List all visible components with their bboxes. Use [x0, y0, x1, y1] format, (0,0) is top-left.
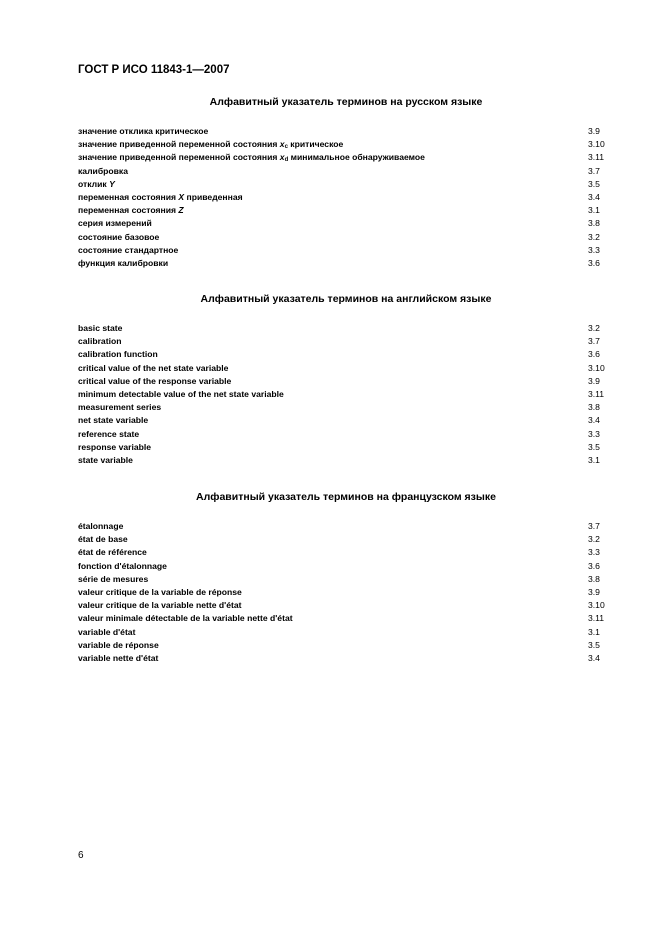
- page-number: 6: [78, 850, 84, 861]
- index-entry: [78, 560, 614, 573]
- index-ref: 3.8: [588, 402, 600, 413]
- index-term: critical value of the response variable: [78, 375, 232, 386]
- index-entry: [78, 322, 614, 335]
- index-ref: 3.7: [588, 521, 600, 531]
- index-entry: [78, 639, 614, 652]
- index-ref: 3.11: [588, 152, 605, 163]
- index-ref: 3.9: [588, 126, 600, 136]
- index-term: variable de réponse: [78, 639, 159, 650]
- english-index-section: [78, 293, 614, 467]
- index-term: variable nette d'état: [78, 652, 159, 663]
- index-term: variable d'état: [78, 626, 136, 637]
- symbol: x: [279, 152, 285, 163]
- russian-index-section: [78, 96, 614, 270]
- index-entry: [78, 454, 614, 467]
- index-entry: [78, 626, 614, 639]
- index-ref: 3.10: [588, 362, 605, 373]
- index-entry: [78, 151, 614, 164]
- index-ref: 3.8: [588, 573, 600, 584]
- index-ref: 3.8: [588, 218, 600, 229]
- index-entry: [78, 375, 614, 388]
- index-entry: [78, 204, 614, 217]
- index-term: калибровка: [78, 165, 128, 176]
- symbol: x: [279, 139, 285, 150]
- index-term: valeur critique de la variable nette d'état: [78, 600, 242, 611]
- index-ref: 3.4: [588, 415, 600, 426]
- index-ref: 3.11: [588, 613, 605, 624]
- section-title: Алфавитный указатель терминов на французском языке: [196, 491, 496, 503]
- index-entry: [78, 388, 614, 401]
- index-ref: 3.10: [588, 139, 605, 150]
- index-term: fonction d'étalonnage: [78, 560, 167, 571]
- index-entry: [78, 401, 614, 414]
- index-term: critical value of the net state variable: [78, 362, 229, 373]
- index-term: значение отклика критическое: [78, 126, 209, 136]
- index-entry: [78, 599, 614, 612]
- index-term: measurement series: [78, 402, 162, 413]
- index-ref: 3.5: [588, 178, 600, 189]
- section-title: Алфавитный указатель терминов на английском языке: [200, 293, 492, 305]
- index-term: серия измерений: [78, 218, 152, 229]
- subscript: d: [284, 157, 289, 164]
- index-term: переменная состояния Z: [78, 205, 184, 216]
- index-ref: 3.5: [588, 639, 600, 650]
- index-entry: [78, 520, 614, 533]
- index-entry: [78, 257, 614, 270]
- index-ref: 3.3: [588, 428, 600, 439]
- index-ref: 3.4: [588, 652, 600, 663]
- index-term: функция калибровки: [78, 257, 169, 268]
- index-term: состояние базовое: [78, 231, 160, 242]
- index-list: [78, 125, 614, 270]
- index-entry: [78, 125, 614, 138]
- index-term: état de référence: [78, 547, 147, 558]
- index-term: état de base: [78, 534, 128, 545]
- index-term: reference state: [78, 428, 140, 439]
- index-entry: [78, 335, 614, 348]
- index-term: net state variable: [78, 415, 149, 426]
- index-term: state variable: [78, 454, 133, 465]
- index-entry: [78, 165, 614, 178]
- index-entry: [78, 244, 614, 257]
- index-term: переменная состояния X приведенная: [78, 191, 243, 202]
- index-list: [78, 520, 614, 665]
- index-ref: 3.4: [588, 191, 600, 202]
- symbol: Y: [109, 178, 115, 189]
- index-term: basic state: [78, 323, 123, 333]
- index-entry: [78, 191, 614, 204]
- symbol: Z: [178, 205, 184, 216]
- index-term: série de mesures: [78, 573, 149, 584]
- index-ref: 3.7: [588, 336, 600, 347]
- index-ref: 3.2: [588, 231, 600, 242]
- index-entry: [78, 546, 614, 559]
- index-ref: 3.6: [588, 560, 600, 571]
- index-entry: [78, 441, 614, 454]
- index-entry: [78, 178, 614, 191]
- index-entry: [78, 231, 614, 244]
- index-ref: 3.1: [588, 626, 600, 637]
- index-ref: 3.9: [588, 586, 600, 597]
- index-ref: 3.5: [588, 441, 600, 452]
- index-term: response variable: [78, 441, 152, 452]
- index-term: calibration function: [78, 349, 158, 360]
- index-entry: [78, 138, 614, 151]
- index-entry: [78, 217, 614, 230]
- index-ref: 3.2: [588, 534, 600, 545]
- subscript: c: [284, 144, 288, 151]
- index-entry: [78, 652, 614, 665]
- section-title: Алфавитный указатель терминов на русском языке: [209, 96, 483, 108]
- index-entry: [78, 533, 614, 546]
- index-list: [78, 322, 614, 467]
- index-term: значение приведенной переменной состояния $x_c$ критическое: [78, 139, 344, 151]
- index-ref: 3.6: [588, 349, 600, 360]
- index-entry: [78, 428, 614, 441]
- index-ref: 3.1: [588, 205, 600, 216]
- index-ref: 3.11: [588, 388, 605, 399]
- index-entry: [78, 414, 614, 427]
- index-term: значение приведенной переменной состояния $x_d$ минимальное обнаруживаемое: [78, 152, 425, 164]
- index-entry: [78, 573, 614, 586]
- index-ref: 3.3: [588, 244, 600, 255]
- index-ref: 3.6: [588, 257, 600, 268]
- index-term: valeur minimale détectable de la variable nette d'état: [78, 613, 293, 624]
- document-header: ГОСТ Р ИСО 11843-1—2007: [78, 64, 230, 76]
- index-ref: 3.9: [588, 375, 600, 386]
- index-term: calibration: [78, 336, 122, 347]
- index-term: отклик Y: [78, 178, 115, 189]
- index-ref: 3.3: [588, 547, 600, 558]
- index-ref: 3.1: [588, 454, 600, 465]
- index-entry: [78, 362, 614, 375]
- symbol: X: [178, 191, 185, 202]
- french-index-section: [78, 491, 614, 665]
- index-term: состояние стандартное: [78, 244, 179, 255]
- index-ref: 3.2: [588, 323, 600, 333]
- index-entry: [78, 612, 614, 625]
- index-term: étalonnage: [78, 521, 124, 531]
- index-term: valeur critique de la variable de réponse: [78, 586, 242, 597]
- index-entry: [78, 348, 614, 361]
- index-ref: 3.10: [588, 600, 605, 611]
- index-term: minimum detectable value of the net state variable: [78, 388, 284, 399]
- index-entry: [78, 586, 614, 599]
- index-ref: 3.7: [588, 165, 600, 176]
